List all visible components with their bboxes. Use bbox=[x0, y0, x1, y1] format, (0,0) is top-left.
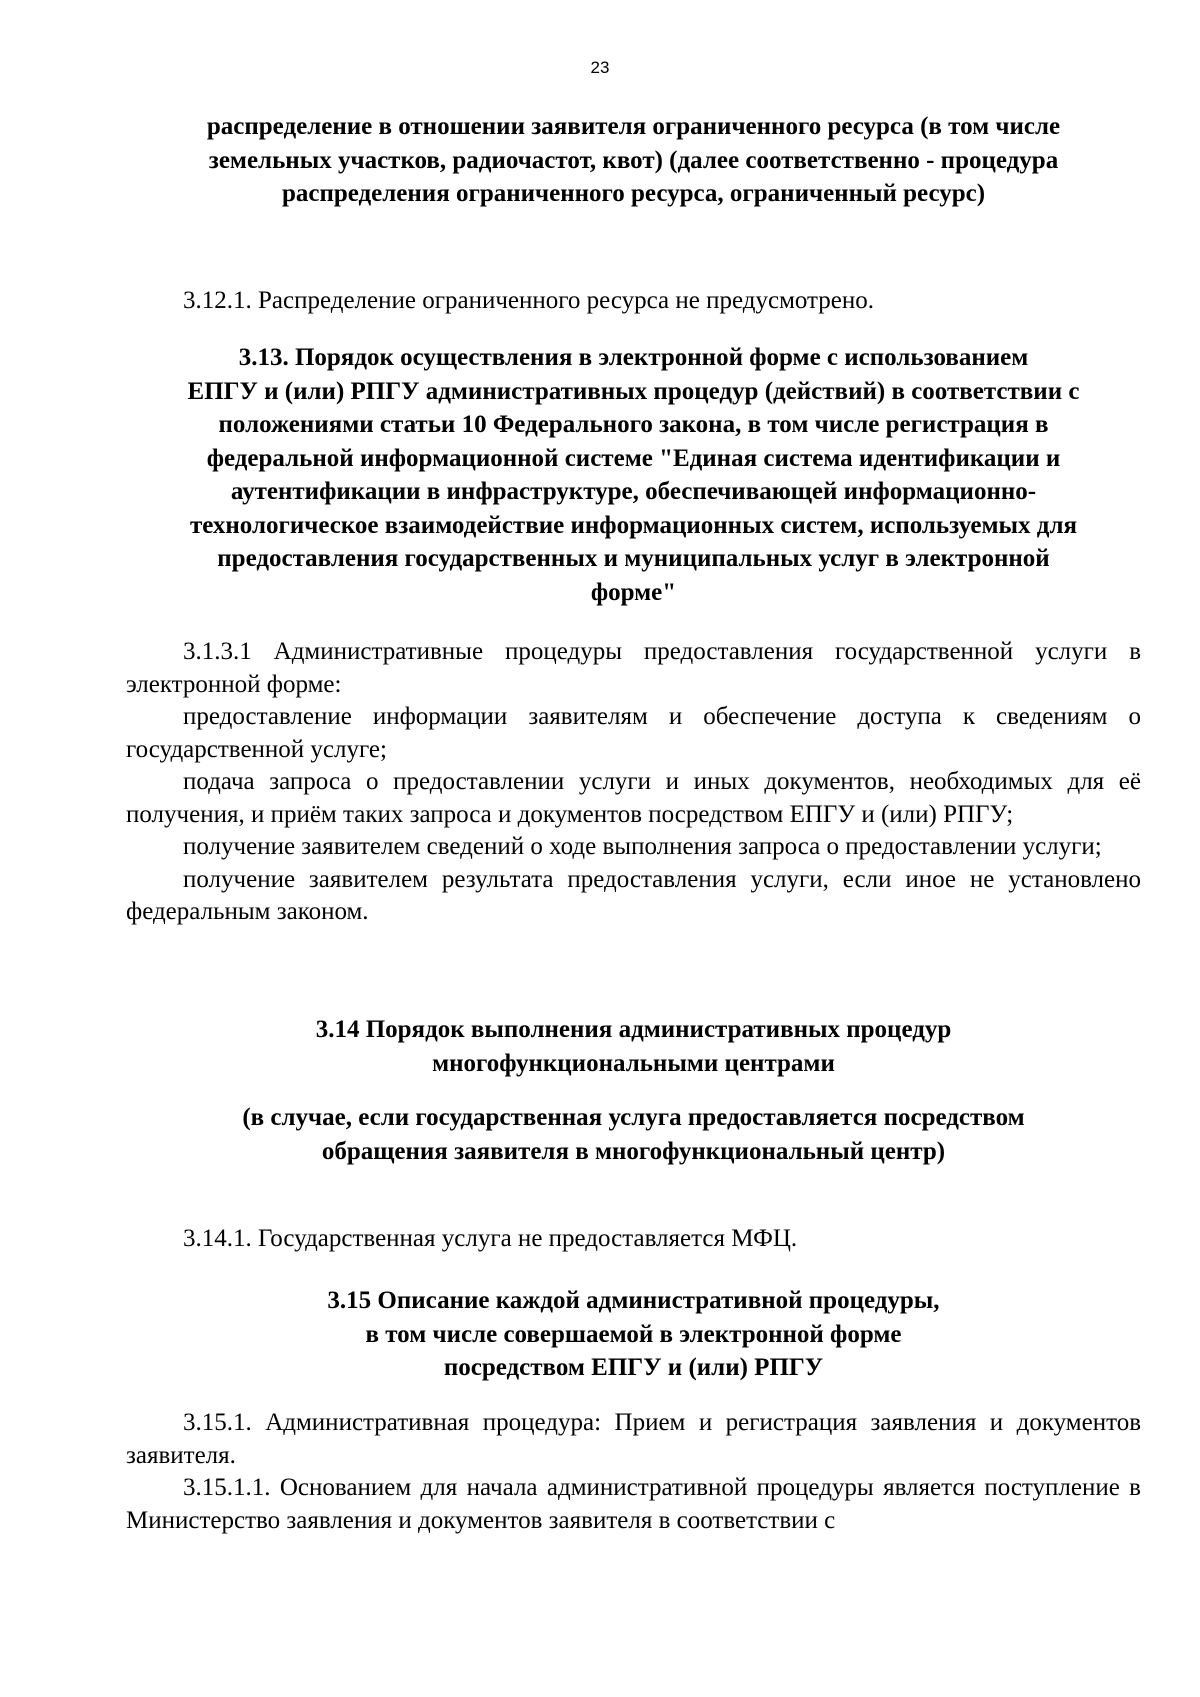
heading-line: 3.14 Порядок выполнения административных процедур bbox=[315, 1016, 952, 1043]
list-item: получение заявителем сведений о ходе выполнения запроса о предоставлении услуги; bbox=[183, 833, 1102, 860]
section-3-15-1 bbox=[126, 1407, 1141, 1537]
paragraph-3-15-1-1: 3.15.1.1. Основанием для начала административной процедуры является поступление в Министерство заявления и документов заявителя в соответствии с bbox=[126, 1474, 1141, 1534]
page-number: 23 bbox=[590, 58, 610, 77]
heading-line: (в случае, если государственная услуга предоставляется посредством bbox=[242, 1104, 1025, 1131]
list-item: подача запроса о предоставлении услуги и иных документов, необходимых для её получения, и приём таких запроса и документов посредством ЕПГУ и (или) РПГУ; bbox=[126, 768, 1141, 828]
section-heading-3-13 bbox=[126, 341, 1141, 609]
paragraph-3-14-1: 3.14.1. Государственная услуга не предоставляется МФЦ. bbox=[183, 1225, 798, 1252]
heading-line: положениями статьи 10 Федерального закона, в том числе регистрация в bbox=[218, 411, 1049, 438]
heading-line: 3.13. Порядок осуществления в электронной форме с использованием bbox=[238, 344, 1029, 371]
heading-line: федеральной информационной системе "Единая система идентификации и bbox=[206, 444, 1061, 472]
heading-line: 3.15 Описание каждой административной процедуры, bbox=[327, 1287, 940, 1314]
paragraph-3-12-1: 3.12.1. Распределение ограниченного ресурса не предусмотрено. bbox=[183, 287, 875, 314]
heading-line: форме" bbox=[590, 578, 677, 606]
section-subheading-3-14 bbox=[126, 1101, 1141, 1168]
list-item: получение заявителем результата предоставления услуги, если иное не установлено федеральным законом. bbox=[126, 865, 1141, 925]
heading-line: технологическое взаимодействие информационных систем, используемых для bbox=[190, 511, 1077, 539]
heading-line: распределения ограниченного ресурса, ограниченный ресурс) bbox=[281, 180, 986, 207]
heading-line: многофункциональными центрами bbox=[432, 1049, 835, 1077]
heading-line: посредством ЕПГУ и (или) РПГУ bbox=[443, 1354, 824, 1381]
section-heading-3-14 bbox=[126, 1013, 1141, 1080]
heading-line: земельных участков, радиочастот, квот) (далее соответственно - процедура bbox=[208, 146, 1059, 174]
list-3-1-3-1 bbox=[126, 636, 1141, 929]
heading-line: в том числе совершаемой в электронной форме bbox=[365, 1320, 902, 1348]
section-heading-limited-resource bbox=[126, 110, 1141, 211]
heading-line: аутентификации в инфраструктуре, обеспечивающей информационно- bbox=[230, 478, 1037, 505]
heading-line: ЕПГУ и (или) РПГУ административных процедур (действий) в соответствии с bbox=[187, 377, 1080, 405]
heading-line: предоставления государственных и муниципальных услуг в электронной bbox=[217, 545, 1050, 572]
list-item: предоставление информации заявителям и обеспечение доступа к сведениям о государственной услуге; bbox=[126, 703, 1141, 763]
list-intro: 3.1.3.1 Административные процедуры предоставления государственной услуги в электронной форме: bbox=[126, 638, 1141, 698]
heading-line: обращения заявителя в многофункциональный центр) bbox=[321, 1137, 946, 1165]
paragraph-3-15-1: 3.15.1. Административная процедура: Прием и регистрация заявления и документов заявителя. bbox=[126, 1409, 1141, 1469]
heading-line: распределение в отношении заявителя ограниченного ресурса (в том числе bbox=[206, 113, 1061, 140]
section-heading-3-15 bbox=[126, 1284, 1141, 1385]
